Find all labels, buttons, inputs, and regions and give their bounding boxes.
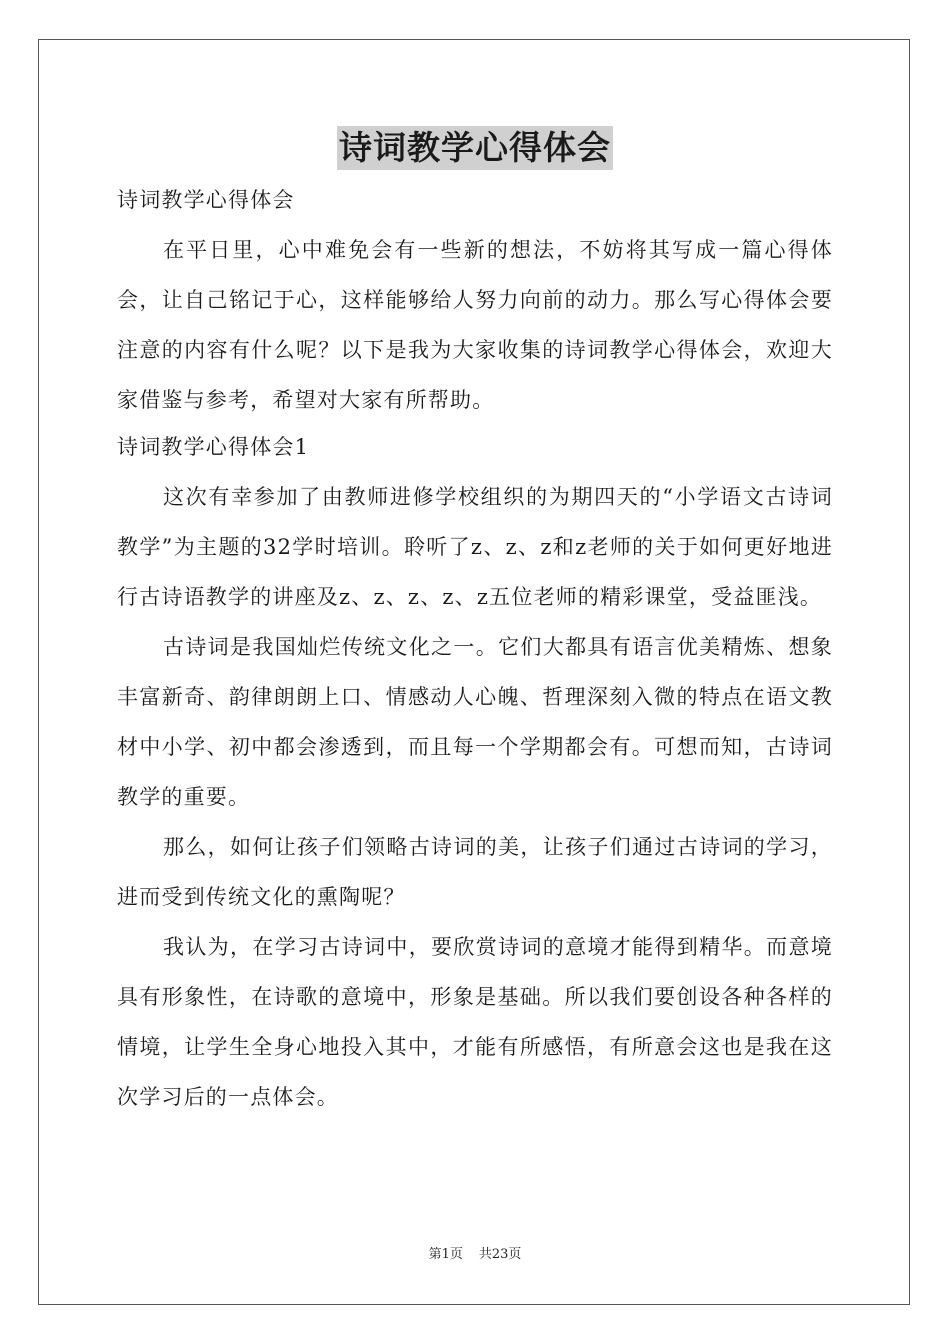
- document-subtitle: 诗词教学心得体会: [117, 188, 295, 212]
- document-title: 诗词教学心得体会: [337, 126, 613, 170]
- body-paragraph-4: 我认为，在学习古诗词中，要欣赏诗词的意境才能得到精华。而意境具有形象性，在诗歌的意境中，形象是基础。所以我们要创设各种各样的情境，让学生全身心地投入其中，才能有所感悟，有所意会这也是我在这次学习后的一点体会。: [117, 935, 833, 1109]
- page-total: 共23页: [478, 1247, 522, 1262]
- intro-paragraph: 在平日里，心中难免会有一些新的想法，不妨将其写成一篇心得体会，让自己铭记于心，这样能够给人努力向前的动力。那么写心得体会要注意的内容有什么呢？以下是我为大家收集的诗词教学心得体会，欢迎大家借鉴与参考，希望对大家有所帮助。: [117, 238, 833, 412]
- body-paragraph-1: 这次有幸参加了由教师进修学校组织的为期四天的“小学语文古诗词教学”为主题的32学时培训。聆听了z、z、z和z老师的关于如何更好地进行古诗语教学的讲座及z、z、z、z、z五位老师的精彩课堂，受益匪浅。: [117, 485, 833, 609]
- title-container: [0, 126, 950, 170]
- section-heading: 诗词教学心得体会1: [117, 435, 310, 459]
- body-paragraph-2: 古诗词是我国灿烂传统文化之一。它们大都具有语言优美精炼、想象丰富新奇、韵律朗朗上口、情感动人心魄、哲理深刻入微的特点在语文教材中小学、初中都会渗透到，而且每一个学期都会有。可想而知，古诗词教学的重要。: [117, 635, 833, 809]
- body-paragraph-3: 那么，如何让孩子们领略古诗词的美，让孩子们通过古诗词的学习，进而受到传统文化的熏陶呢？: [117, 835, 833, 909]
- document-body: [117, 178, 833, 1122]
- page-number: 第1页: [428, 1247, 463, 1262]
- page-footer: [0, 1246, 950, 1264]
